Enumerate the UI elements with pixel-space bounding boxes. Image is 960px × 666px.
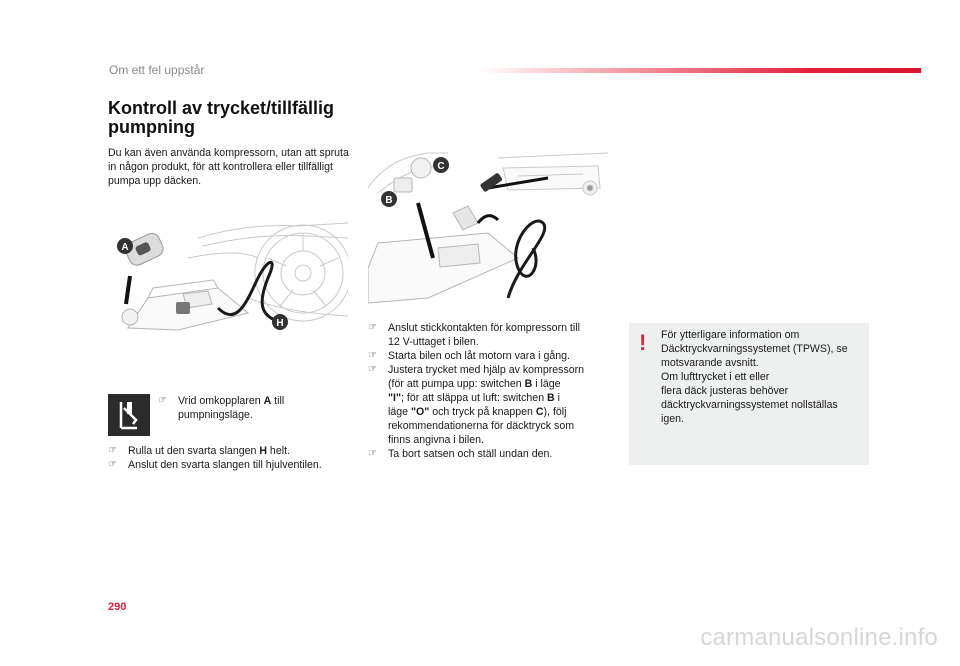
callout-h-label: H: [276, 318, 284, 329]
illustration-compressor-socket: [368, 148, 608, 308]
bullet-icon: ☞: [368, 350, 377, 361]
header-accent-line: [480, 68, 921, 73]
watermark-text: carmanualsonline.info: [700, 624, 938, 651]
steps-hose: ☞ Rulla ut den svarta slangen H helt. ☞ Anslut den svarta slangen till hjulventilen.: [108, 445, 322, 471]
illustration-compressor-wheel: [108, 218, 348, 338]
bullet-icon: ☞: [368, 364, 377, 375]
intro-paragraph: Du kan även använda kompressorn, utan att spruta in någon produkt, för att kontrollera eller tillfälligt pumpa upp däcken.: [108, 147, 349, 187]
bullet-icon: ☞: [108, 459, 117, 470]
bullet-icon: ☞: [368, 322, 377, 333]
info-note-box: [629, 323, 869, 465]
step-switch-a: ☞ Vrid omkopplaren A till pumpningsläge.: [158, 395, 285, 421]
section-title: Kontroll av trycket/tillfällig pumpning: [108, 98, 335, 137]
bullet-icon: ☞: [108, 445, 117, 456]
callout-c-label: C: [437, 161, 445, 172]
info-note-text: För ytterligare information om Däcktryckvarningssystemet (TPWS), se motsvarande avsnitt. Om lufttrycket i ett eller flera däck justeras behöver däcktryckvarningssystemet nollställas igen.: [661, 329, 848, 425]
page-number: 290: [108, 601, 127, 613]
tire-pump-icon: [108, 394, 150, 436]
compressor-socket-drawing: [368, 148, 608, 308]
compressor-wheel-drawing: [108, 218, 348, 338]
steps-compressor: ☞ Anslut stickkontakten för kompressorn till 12 V-uttaget i bilen. ☞ Starta bilen och låt motorn vara i gång. ☞ Justera trycket med hjälp av kompressorn (för att pumpa upp: switchen B i läge "I"; för att släppa ut luft: switchen B i läge "O" och tryck på knappen C), följ rekommendationerna för däcktryck som finns angivna i bilen. ☞ Ta bort satsen och ställ undan den.: [368, 322, 585, 460]
callout-a-label: A: [121, 242, 129, 253]
bullet-icon: ☞: [158, 395, 167, 406]
pump-mode-pictogram: [108, 394, 150, 436]
warning-exclamation-icon: !: [639, 330, 647, 355]
bullet-icon: ☞: [368, 448, 377, 459]
chapter-header: Om ett fel uppstår: [109, 63, 205, 77]
callout-b-label: B: [385, 195, 393, 206]
